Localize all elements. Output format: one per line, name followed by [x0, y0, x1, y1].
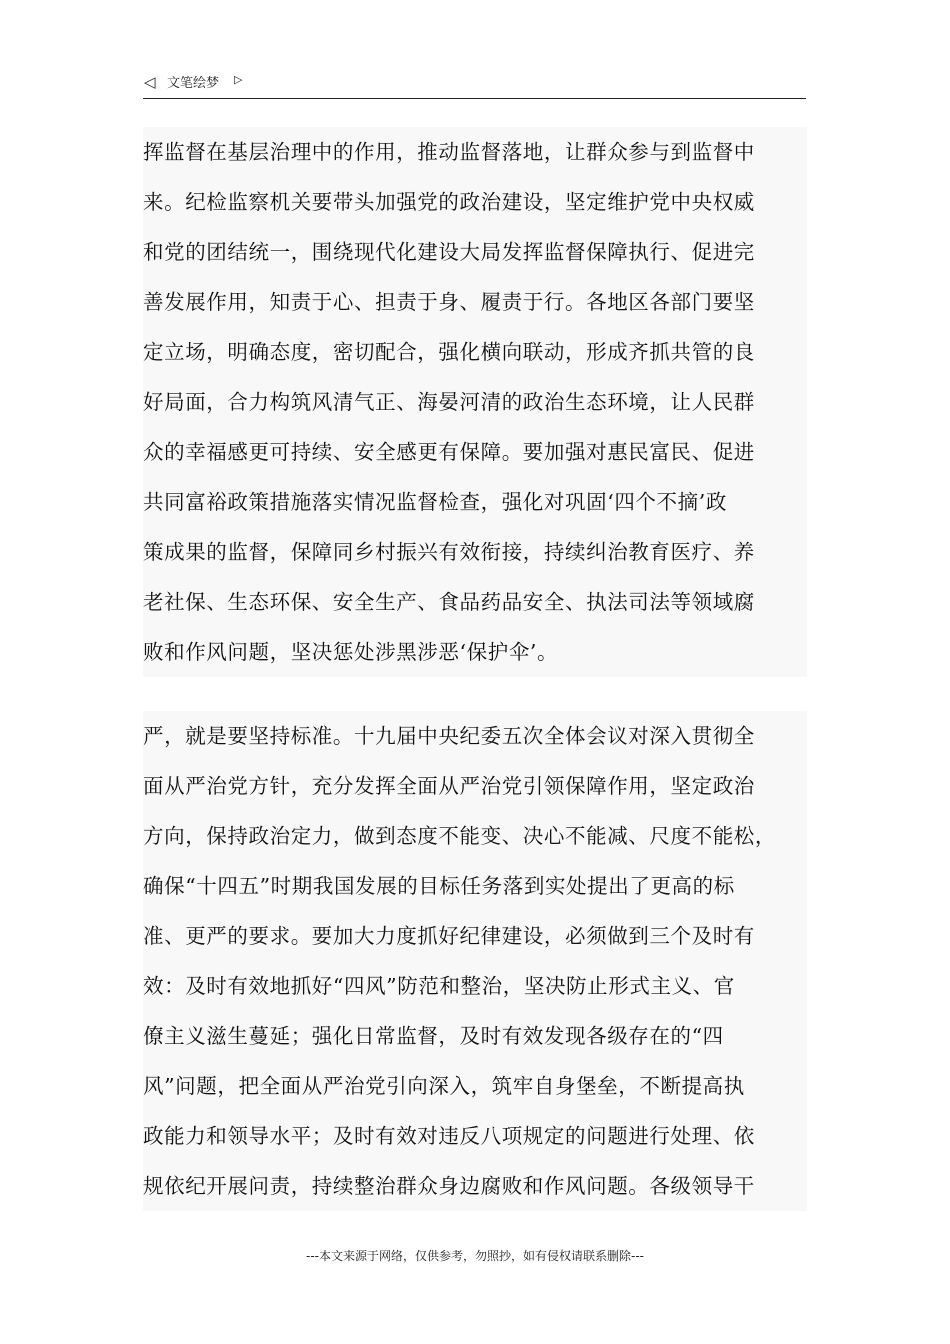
right-triangle-icon: ▷ [234, 73, 243, 86]
text-line: 政能力和领导水平；及时有效对违反八项规定的问题进行处理、依 [143, 1124, 755, 1148]
text-line: 共同富裕政策措施落实情况监督检查，强化对巩固‘四个不摘’政 [143, 490, 727, 514]
text-line: 众的幸福感更可持续、安全感更有保障。要加强对惠民富民、促进 [143, 440, 755, 464]
document-body [143, 127, 807, 1211]
text-line: 定立场，明确态度，密切配合，强化横向联动，形成齐抓共管的良 [143, 340, 755, 364]
text-line: 好局面，合力构筑风清气正、海晏河清的政治生态环境，让人民群 [143, 390, 755, 414]
text-line: 善发展作用，知责于心、担责于身、履责于行。各地区各部门要坚 [143, 290, 755, 314]
text-line: 僚主义滋生蔓延；强化日常监督，及时有效发现各级存在的“四 [143, 1024, 724, 1048]
paragraph [143, 711, 807, 1211]
left-triangle-icon: ◁ [144, 73, 156, 91]
text-line: 风”问题，把全面从严治党引向深入，筑牢自身堡垒，不断提高执 [143, 1074, 745, 1098]
text-line: 和党的团结统一，围绕现代化建设大局发挥监督保障执行、促进完 [143, 240, 755, 264]
text-line: 规依纪开展问责，持续整治群众身边腐败和作风问题。各级领导干 [143, 1174, 755, 1198]
paragraph-gap [143, 677, 807, 711]
header-title: 文笔绘梦 [167, 76, 220, 91]
text-line: 来。纪检监察机关要带头加强党的政治建设，坚定维护党中央权威 [143, 190, 755, 214]
text-line: 老社保、生态环保、安全生产、食品药品安全、执法司法等领域腐 [143, 590, 755, 614]
page-footer: ---本文来源于网络，仅供参考，勿照抄，如有侵权请联系删除--- [306, 1249, 644, 1263]
paragraph [143, 127, 807, 677]
page-header [143, 70, 806, 99]
text-line: 确保“十四五”时期我国发展的目标任务落到实处提出了更高的标 [143, 874, 735, 898]
text-line: 严，就是要坚持标准。十九届中央纪委五次全体会议对深入贯彻全 [143, 724, 755, 748]
text-line: 准、更严的要求。要加大力度抓好纪律建设，必须做到三个及时有 [143, 924, 755, 948]
text-line: 策成果的监督，保障同乡村振兴有效衔接，持续纠治教育医疗、养 [143, 540, 755, 564]
text-line: 效：及时有效地抓好“四风”防范和整治，坚决防止形式主义、官 [143, 974, 735, 998]
text-line: 败和作风问题，坚决惩处涉黑涉恶‘保护伞’。 [143, 640, 559, 664]
text-line: 挥监督在基层治理中的作用，推动监督落地，让群众参与到监督中 [143, 140, 755, 164]
text-line: 面从严治党方针，充分发挥全面从严治党引领保障作用，坚定政治 [143, 774, 755, 798]
text-line: 方向，保持政治定力，做到态度不能变、决心不能减、尺度不能松， [143, 824, 776, 848]
